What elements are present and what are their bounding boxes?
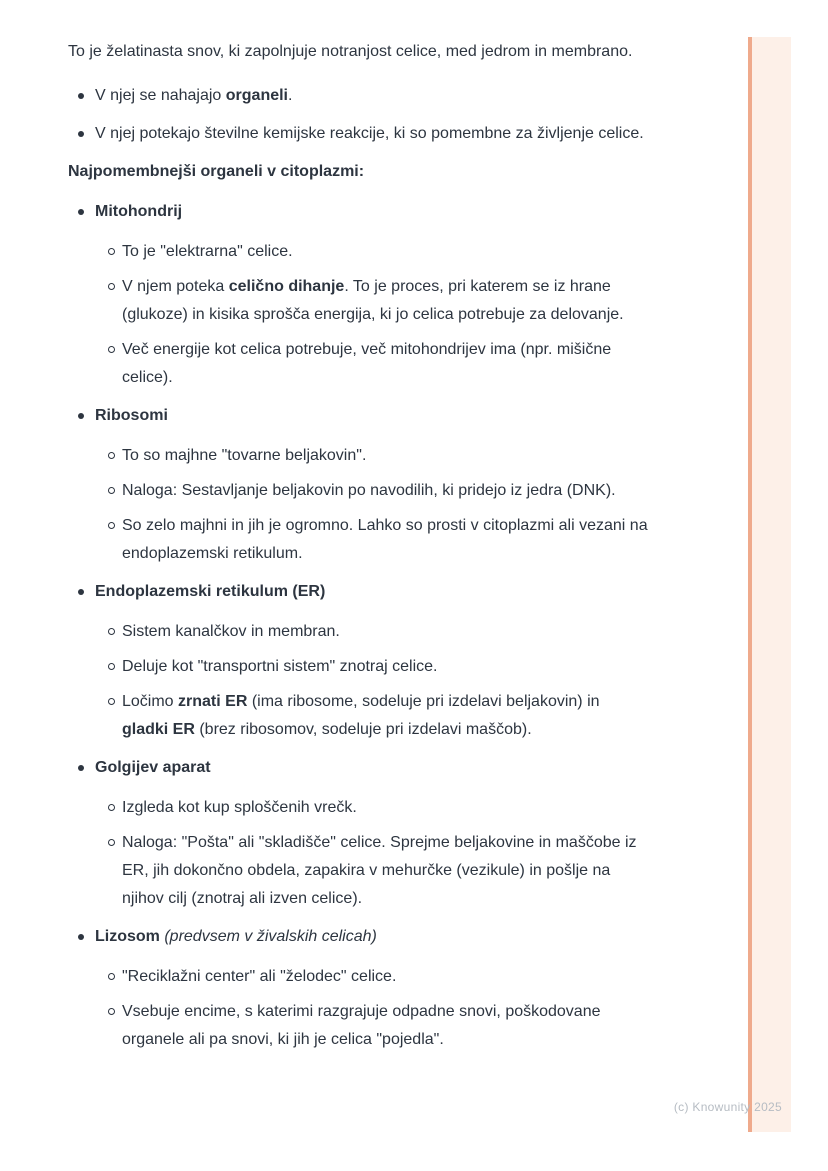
text-segment: So zelo majhni in jih je ogromno. Lahko so prosti v citoplazmi ali vezani na endoplazemski retikulum. — [122, 517, 648, 562]
organelle-point — [95, 238, 650, 266]
bold-text: celično dihanje — [228, 278, 345, 295]
text-segment: (brez ribosomov, sodeluje pri izdelavi maščob). — [194, 721, 532, 738]
italic-text: (predvsem v živalskih celicah) — [164, 928, 377, 945]
organelle-point — [95, 273, 650, 329]
organelle-name — [95, 578, 650, 606]
text-segment: Sistem kanalčkov in membran. — [122, 623, 340, 640]
organelle-point — [95, 794, 650, 822]
organelle-point — [95, 336, 650, 392]
organelle-item — [68, 754, 650, 913]
text-segment: V njem poteka — [122, 278, 229, 295]
organelle-item — [68, 198, 650, 392]
intro-bullet-item — [68, 82, 650, 110]
text-segment: "Reciklažni center" ali "želodec" celice. — [122, 968, 397, 985]
organelle-point — [95, 963, 650, 991]
text-segment: (ima ribosome, sodeluje pri izdelavi beljakovin) in — [247, 693, 600, 710]
text-segment: Naloga: "Pošta" ali "skladišče" celice. Sprejme beljakovine in maščobe iz ER, jih dokončno obdela, zapakira v mehurčke (vezikule) in pošlje na njihov cilj (znotraj ali izven celice). — [122, 834, 637, 907]
intro-paragraph: To je želatinasta snov, ki zapolnjuje notranjost celice, med jedrom in membrano. — [68, 43, 633, 60]
text-segment: To je "elektrarna" celice. — [122, 243, 293, 260]
intro-bullet-list — [68, 82, 650, 148]
organelle-point — [95, 442, 650, 470]
organelle-point — [95, 653, 650, 681]
organelle-name — [95, 754, 650, 782]
text-segment: Ločimo — [122, 693, 179, 710]
organelle-item — [68, 578, 650, 744]
text-segment: . To je proces, pri katerem se iz hrane (glukoze) in kisika sprošča energija, ki jo celica potrebuje za delovanje. — [122, 278, 624, 323]
decorative-margin-stripe — [748, 37, 791, 1132]
text-segment: Naloga: Sestavljanje beljakovin po navodilih, ki pridejo iz jedra (DNK). — [122, 482, 616, 499]
text-segment: V njej potekajo številne kemijske reakcije, ki so pomembne za življenje celice. — [95, 125, 644, 142]
organelle-point — [95, 688, 650, 744]
organelle-points-list — [95, 442, 650, 568]
bold-text: gladki ER — [122, 721, 195, 738]
bold-text: Ribosomi — [95, 407, 168, 424]
organelle-point — [95, 829, 650, 913]
organelle-item — [68, 923, 650, 1054]
section-heading: Najpomembnejši organeli v citoplazmi: — [68, 163, 365, 180]
organelle-points-list — [95, 618, 650, 744]
organelle-name — [95, 198, 650, 226]
organelle-points-list — [95, 794, 650, 913]
text-segment: To so majhne "tovarne beljakovin". — [122, 447, 367, 464]
organelle-item — [68, 402, 650, 568]
text-segment: Več energije kot celica potrebuje, več mitohondrijev ima (npr. mišične celice). — [122, 341, 612, 386]
organelle-name — [95, 402, 650, 430]
bold-text: Endoplazemski retikulum (ER) — [95, 583, 326, 600]
bold-text: zrnati ER — [178, 693, 248, 710]
organelle-point — [95, 512, 650, 568]
bold-text: organeli — [225, 87, 288, 104]
bold-text: Lizosom — [95, 928, 160, 945]
bold-text: Mitohondrij — [95, 203, 183, 220]
text-segment: . — [288, 87, 293, 104]
organelle-point — [95, 618, 650, 646]
organelle-point — [95, 477, 650, 505]
bold-text: Golgijev aparat — [95, 759, 211, 776]
text-segment: V njej se nahajajo — [95, 87, 226, 104]
organelle-name — [95, 923, 650, 951]
text-segment: Vsebuje encime, s katerimi razgrajuje odpadne snovi, poškodovane organele ali pa snovi, ki jih je celica "pojedla". — [122, 1003, 601, 1048]
organelle-points-list — [95, 963, 650, 1054]
text-segment: Deluje kot "transportni sistem" znotraj celice. — [122, 658, 438, 675]
document-content — [68, 38, 650, 1064]
copyright-watermark: (c) Knowunity 2025 — [673, 1100, 782, 1114]
organelle-point — [95, 998, 650, 1054]
organelle-list — [68, 198, 650, 1054]
organelle-points-list — [95, 238, 650, 392]
text-segment: Izgleda kot kup sploščenih vrečk. — [122, 799, 357, 816]
intro-bullet-item — [68, 120, 650, 148]
